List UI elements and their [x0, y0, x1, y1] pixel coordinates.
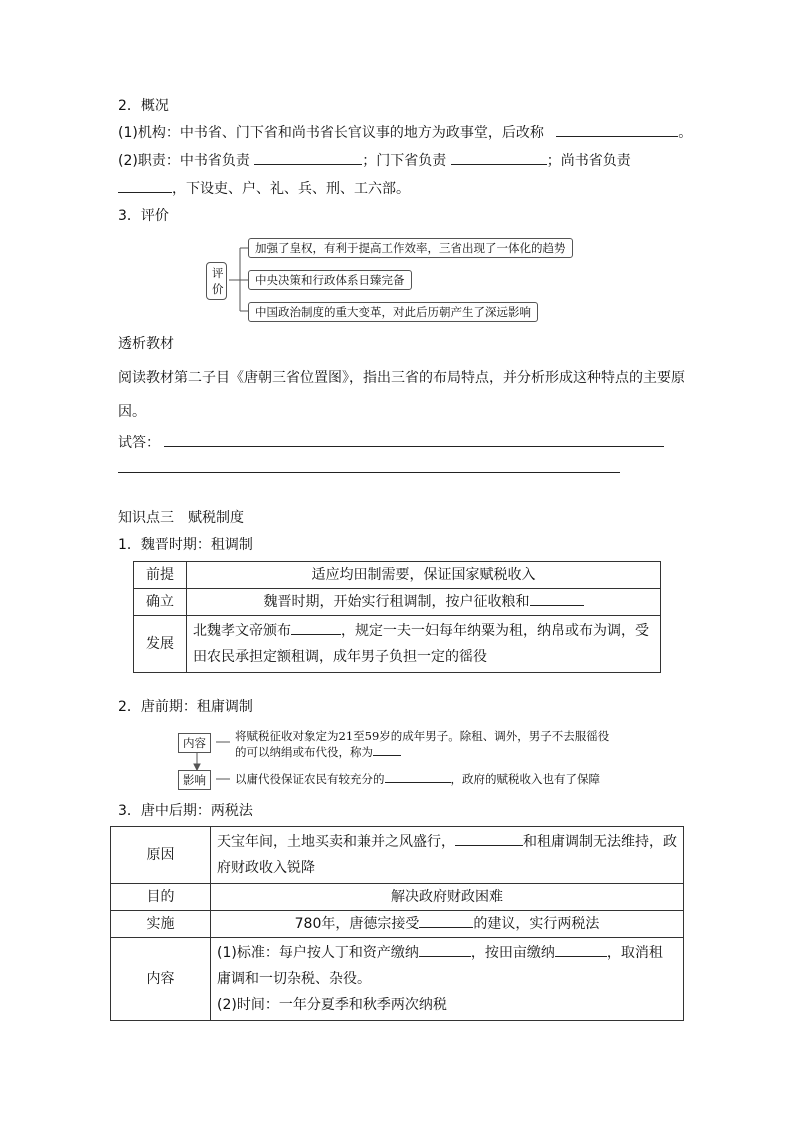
tang-content-line-2: 的可以纳绢或布代役，称为 — [235, 745, 373, 759]
content-blank-2[interactable] — [555, 942, 607, 957]
tang-content-label: 内容 — [178, 733, 211, 753]
weijin-table — [133, 561, 661, 673]
row-text-establish — [187, 589, 661, 616]
row-label-premise: 前提 — [134, 562, 187, 589]
tang-content-line-1: 将赋税征收对象定为21至59岁的成年男子。除租、调外，男子不去服徭役 — [235, 729, 610, 743]
row-text-impl — [211, 911, 684, 938]
content-blank-1[interactable] — [419, 942, 471, 957]
content-text-a: (1)标准：每户按人丁和资产缴纳 — [217, 945, 419, 961]
tang-effect-text-b: ，政府的赋税收入也有了保障 — [450, 772, 600, 786]
develop-text-b: ，规定一夫一妇每年纳粟为租，纳帛或布为调，受 — [341, 623, 649, 639]
knowledge-point-3-heading: 知识点三 赋税制度 — [118, 510, 244, 526]
table-row — [134, 616, 661, 673]
develop-text-c: 田农民承担定额租调，成年男子负担一定的徭役 — [193, 649, 487, 665]
reason-text-a: 天宝年间，土地买卖和兼并之风盛行， — [217, 834, 455, 850]
tang-effect-text-a: 以庸代役保证农民有较充分的 — [235, 772, 385, 786]
table-row — [111, 911, 684, 938]
tang-effect-text — [235, 771, 600, 787]
row-text-content — [211, 938, 684, 1021]
tang-effect-label: 影响 — [178, 770, 211, 790]
row-text-reason — [211, 827, 684, 884]
row-label-establish: 确立 — [134, 589, 187, 616]
content-text-b: ，按田亩缴纳 — [470, 945, 555, 961]
tang-late-heading: 3．唐中后期：两税法 — [118, 803, 253, 819]
jigou-end: 。 — [678, 125, 693, 141]
answer-label: 试答： — [118, 435, 160, 451]
zhize-text-a: (2)职责：中书省负责 — [118, 153, 250, 169]
impl-text-a: 780年，唐德宗接受 — [294, 916, 420, 932]
row-label-content: 内容 — [111, 938, 211, 1021]
evaluation-item-1: 加强了皇权，有利于提高工作效率，三省出现了一体化的趋势 — [248, 238, 573, 258]
content-text-e: (2)时间：一年分夏季和秋季两次纳税 — [217, 997, 447, 1013]
table-row — [111, 827, 684, 884]
content-text-c: ，取消租 — [606, 945, 663, 961]
row-text-premise: 适应均田制需要，保证国家赋税收入 — [187, 562, 661, 589]
tang-early-heading: 2．唐前期：租庸调制 — [118, 699, 253, 715]
table-row — [111, 884, 684, 911]
jigou-text: (1)机构：中书省、门下省和尚书省长官议事的地方为政事堂，后改称 — [118, 125, 544, 141]
weijin-heading: 1．魏晋时期：租调制 — [118, 537, 253, 553]
table-row — [134, 562, 661, 589]
row-text-goal: 解决政府财政困难 — [211, 884, 684, 911]
impl-text-b: 的建议，实行两税法 — [473, 916, 600, 932]
section-3-heading: 3．评价 — [118, 208, 169, 224]
evaluation-root: 评价 — [206, 262, 227, 300]
establish-blank[interactable] — [530, 591, 584, 606]
yong-blank[interactable] — [373, 744, 401, 756]
answer-blank-1[interactable] — [164, 432, 664, 447]
analysis-heading: 透析教材 — [118, 336, 174, 352]
impl-blank[interactable] — [419, 913, 473, 928]
table-row — [134, 589, 661, 616]
table-row — [111, 938, 684, 1021]
row-label-goal: 目的 — [111, 884, 211, 911]
row-label-impl: 实施 — [111, 911, 211, 938]
content-text-d: 庸调和一切杂税、杂役。 — [217, 971, 371, 987]
zhize-text-c: ；尚书省负责 — [546, 153, 631, 169]
row-label-develop: 发展 — [134, 616, 187, 673]
develop-blank[interactable] — [291, 620, 341, 635]
row-text-develop — [187, 616, 661, 673]
evaluation-item-2: 中央决策和行政体系日臻完备 — [248, 270, 412, 290]
answer-line — [118, 432, 664, 453]
establish-text: 魏晋时期，开始实行租调制，按户征收粮和 — [263, 594, 530, 610]
evaluation-item-3: 中国政治制度的重大变革，对此后历朝产生了深远影响 — [248, 302, 538, 322]
zhize-text-b: ；门下省负责 — [362, 153, 447, 169]
reason-blank[interactable] — [455, 831, 523, 846]
zhize-text-d: ，下设吏、户、礼、兵、刑、工六部。 — [172, 181, 410, 197]
develop-text-a: 北魏孝文帝颁布 — [193, 623, 291, 639]
row-label-reason: 原因 — [111, 827, 211, 884]
effect-blank[interactable] — [385, 771, 451, 783]
tang-content-text — [235, 728, 609, 760]
answer-blank-2[interactable] — [118, 472, 620, 473]
reason-text-b: 和租庸调制无法维持，政 — [523, 834, 677, 850]
analysis-question-2: 因。 — [118, 404, 146, 420]
liangshui-table — [110, 826, 684, 1021]
section-2-heading: 2．概况 — [118, 98, 169, 114]
reason-text-c: 府财政收入锐降 — [217, 860, 315, 876]
analysis-question-1: 阅读教材第二子目《唐朝三省位置图》，指出三省的布局特点，并分析形成这种特点的主要原 — [118, 370, 685, 386]
